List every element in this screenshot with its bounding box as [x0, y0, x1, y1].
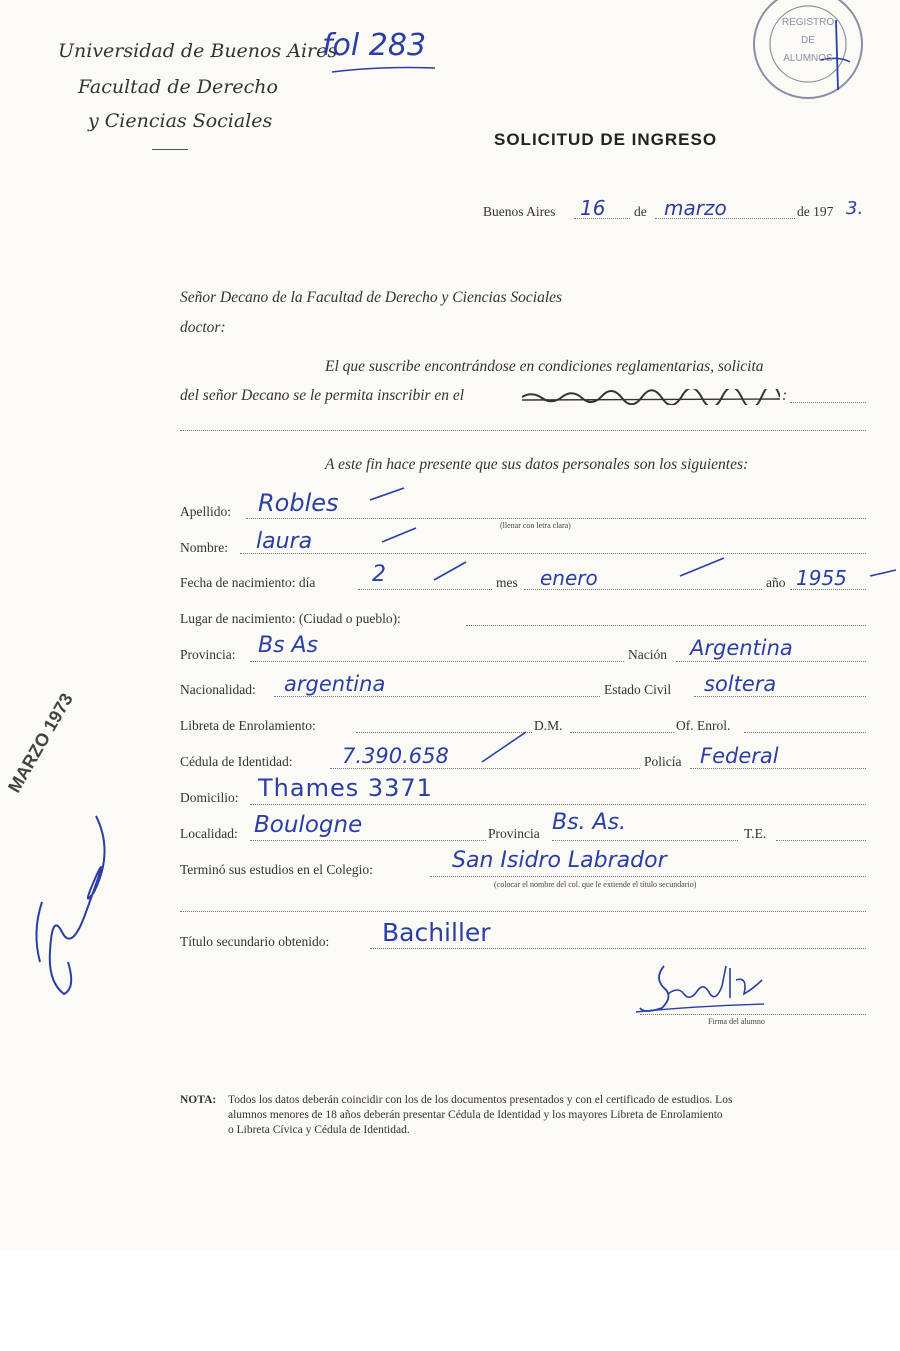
dotted-line: [330, 768, 640, 769]
dotted-line: [570, 732, 674, 733]
date-day: 16: [580, 196, 606, 220]
struck-text: [522, 389, 780, 405]
dotted-line: [694, 696, 866, 697]
provincia2-label: Provincia: [488, 826, 540, 841]
margin-handwritten-initials: [22, 812, 122, 1002]
dotted-line: [250, 661, 624, 662]
institution-line-3: y Ciencias Sociales: [88, 110, 273, 132]
check-mark: [480, 730, 530, 764]
dotted-line: [180, 911, 866, 912]
libreta-label: Libreta de Enrolamiento:: [180, 718, 316, 733]
lugar-label: Lugar de nacimiento: (Ciudad o pueblo):: [180, 611, 401, 626]
check-mark: [868, 566, 898, 578]
domicilio-label: Domicilio:: [180, 790, 239, 805]
te-label: T.E.: [744, 826, 767, 841]
dotted-line: [180, 430, 866, 431]
dotted-line: [466, 625, 866, 626]
nota-label: NOTA:: [180, 1094, 217, 1106]
provincia-value: Bs As: [258, 633, 319, 658]
nacionalidad-value: argentina: [284, 672, 386, 696]
localidad-label: Localidad:: [180, 826, 238, 841]
nacion-value: Argentina: [690, 636, 793, 660]
date-year-digit: 3.: [846, 198, 864, 219]
policia-value: Federal: [700, 744, 779, 768]
dotted-line: [744, 732, 866, 733]
fecha-mes: enero: [540, 566, 598, 590]
form-title: SOLICITUD DE INGRESO: [494, 130, 718, 149]
nombre-value: laura: [256, 529, 313, 554]
apellido-hint: (llenar con letra clara): [500, 521, 571, 530]
student-signature: [634, 958, 774, 1018]
folio-underline: [330, 64, 440, 76]
dotted-line: [358, 589, 492, 590]
margin-date-stamp: MARZO 1973: [4, 689, 77, 796]
folio-annotation: fol 283: [322, 28, 427, 63]
nota-text: [228, 1093, 868, 1138]
date-month: marzo: [664, 196, 727, 220]
policia-label: Policía: [644, 754, 682, 769]
fecha-anio: 1955: [796, 566, 847, 590]
fecha-dia: 2: [372, 562, 386, 587]
titulo-value: Bachiller: [382, 918, 491, 947]
dotted-line: [776, 840, 866, 841]
body-line-1: El que suscribe encontrándose en condiciones reglamentarias, solicita: [325, 358, 764, 375]
intro-line: A este fin hace presente que sus datos personales son los siguientes:: [325, 456, 749, 473]
dotted-line: [250, 804, 866, 805]
check-mark: [380, 526, 420, 544]
domicilio-value: Thames 3371: [258, 774, 433, 802]
letterhead-rule: [152, 149, 188, 150]
nombre-label: Nombre:: [180, 540, 228, 555]
colegio-value: San Isidro Labrador: [452, 848, 667, 873]
dotted-line: [790, 402, 866, 403]
place-label: Buenos Aires: [483, 204, 556, 219]
colegio-hint: (colocar el nombre del col. que le extiende el título secundario): [494, 880, 697, 889]
check-mark: [368, 486, 408, 502]
address-line-2: doctor:: [180, 319, 226, 336]
titulo-label: Título secundario obtenido:: [180, 934, 330, 949]
body-line-2-end: :: [782, 387, 788, 404]
apellido-value: Robles: [258, 489, 339, 517]
dotted-line: [240, 553, 866, 554]
nacionalidad-label: Nacionalidad:: [180, 682, 256, 697]
date-de-2: de 197: [797, 204, 834, 219]
check-mark: [432, 560, 472, 582]
cedula-value: 7.390.658: [342, 744, 449, 768]
dotted-line: [370, 948, 866, 949]
dotted-line: [250, 840, 486, 841]
nota-line-3: o Libreta Cívica y Cédula de Identidad.: [228, 1124, 410, 1136]
apellido-label: Apellido:: [180, 504, 231, 519]
dotted-line: [676, 661, 866, 662]
nota-line-2: alumnos menores de 18 años deberán presentar Cédula de Identidad y los mayores Libreta de Enrolamiento: [228, 1109, 723, 1121]
stamp-text: REGISTRO DE ALUMNOS: [781, 17, 835, 64]
institution-line-1: Universidad de Buenos Aires: [58, 40, 338, 62]
date-de-1: de: [634, 204, 647, 219]
dm-label: D.M.: [534, 718, 563, 733]
dotted-line: [246, 518, 866, 519]
localidad-value: Boulogne: [254, 812, 363, 838]
colegio-label: Terminó sus estudios en el Colegio:: [180, 862, 373, 877]
provincia2-value: Bs. As.: [552, 810, 627, 835]
body-line-2: del señor Decano se le permita inscribir en el: [180, 387, 465, 404]
estado-value: soltera: [704, 672, 777, 696]
dotted-line: [430, 876, 866, 877]
estado-label: Estado Civil: [604, 682, 672, 697]
dotted-line: [690, 768, 866, 769]
provincia-label: Provincia:: [180, 647, 236, 662]
anio-label: año: [766, 575, 786, 590]
dotted-line: [640, 1014, 866, 1015]
fecha-label: Fecha de nacimiento: día: [180, 575, 316, 590]
nacion-label: Nación: [628, 647, 667, 662]
signature-caption: Firma del alumno: [708, 1017, 765, 1026]
address-line-1: Señor Decano de la Facultad de Derecho y Ciencias Sociales: [180, 289, 563, 306]
check-mark: [678, 556, 728, 578]
nota-line-1: Todos los datos deberán coincidir con los de los documentos presentados y con el certificado de estudios. Los: [228, 1094, 733, 1106]
dotted-line: [552, 840, 738, 841]
mes-label: mes: [496, 575, 518, 590]
institution-line-2: Facultad de Derecho: [78, 76, 278, 98]
cedula-label: Cédula de Identidad:: [180, 754, 293, 769]
dotted-line: [274, 696, 600, 697]
of-enrol-label: Of. Enrol.: [676, 718, 731, 733]
